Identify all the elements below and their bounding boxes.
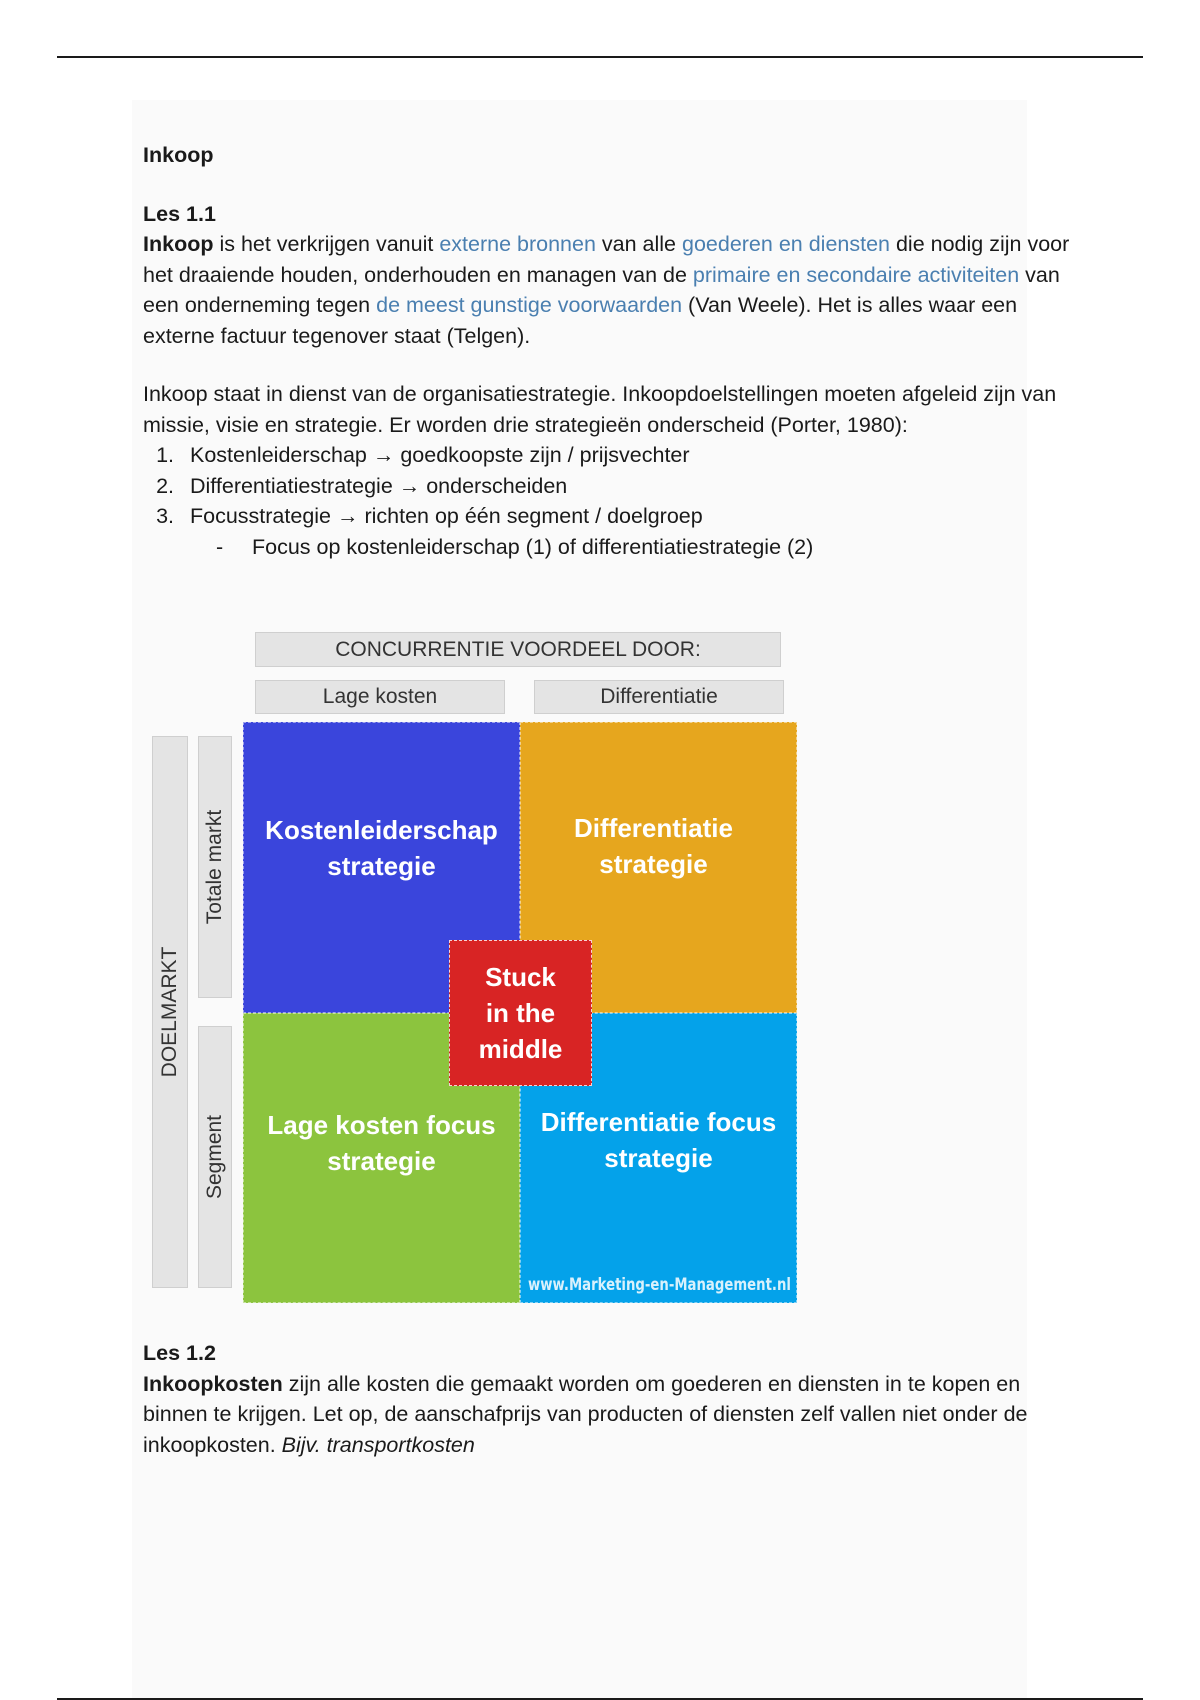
highlight-goederen-diensten: goederen en diensten <box>681 232 890 256</box>
section-heading-les-1-2: Les 1.2 <box>143 1341 216 1365</box>
quadrant-differentiatie: Differentiatie strategie <box>520 722 797 1013</box>
highlight-activiteiten: primaire en secondaire activiteiten <box>692 262 1020 287</box>
term-inkoop: Inkoop <box>143 232 214 256</box>
list-item: 1. Kostenleiderschap → goedkoopste zijn / prijsvechter <box>180 440 1073 471</box>
column-label-lage-kosten: Lage kosten <box>255 680 505 714</box>
section-heading-les-1-1: Les 1.1 <box>143 201 216 226</box>
highlight-voorwaarden: de meest gunstige voorwaarden <box>376 293 683 317</box>
highlight-externe-bronnen: externe bronnen <box>439 232 596 256</box>
quadrant-kostenleiderschap: Kostenleiderschap strategie <box>243 722 520 1013</box>
term-inkoopkosten: Inkoopkosten <box>143 1371 283 1396</box>
document-title: Inkoop <box>143 143 214 167</box>
column-label-differentiatie: Differentiatie <box>534 680 784 714</box>
row-group-doelmarkt <box>152 736 188 1288</box>
header-concurrentie: CONCURRENTIE VOORDEEL DOOR: <box>255 632 781 667</box>
list-item: 2. Differentiatiestrategie → onderscheiden <box>180 471 1073 502</box>
quadrant-lage-kosten-focus: Lage kosten focus strategie <box>243 1013 520 1303</box>
section-les-1-2 <box>143 1338 1073 1460</box>
label-segment: Segment <box>203 1114 226 1200</box>
row-segment <box>198 1026 232 1288</box>
sub-list-item: - Focus op kostenleiderschap (1) of differentiatiestrategie (2) <box>216 534 814 559</box>
stuck-in-the-middle-box: Stuck in the middle <box>449 940 592 1086</box>
list-item: 3. Focusstrategie → richten op één segment / doelgroep <box>180 501 1073 532</box>
inkoopkosten-paragraph: Inkoopkosten zijn alle kosten die gemaakt worden om goederen en diensten in te kopen en binnen te krijgen. Let op, de aanschafprijs van producten of diensten zelf vallen niet onder de inkoopkosten. Bijv. transportkosten <box>143 1371 1028 1457</box>
definition-paragraph: Inkoop is het verkrijgen vanuit externe bronnen van alle goederen en diensten die nodig zijn voor het draaiende houden, onderhouden en managen van de primaire en secondaire activiteiten van een onderneming tegen de meest gunstige voorwaarden (Van Weele). Het is alles waar een externe factuur tegenover staat (Telgen). <box>143 232 1070 348</box>
strategy-intro-paragraph: Inkoop staat in dienst van de organisatiestrategie. Inkoopdoelstellingen moeten afgeleid zijn van missie, visie en strategie. Er worden drie strategieën onderscheid (Porter, 1980): <box>143 382 1057 437</box>
porter-strategy-diagram <box>150 630 800 1310</box>
label-totale-markt: Totale markt <box>203 809 226 925</box>
document-body <box>143 140 1073 562</box>
header-rule <box>57 56 1143 58</box>
row-totale-markt <box>198 736 232 998</box>
quadrant-differentiatie-focus: Differentiatie focus strategie <box>520 1013 797 1303</box>
example-text: Bijv. transportkosten <box>281 1432 475 1457</box>
strategy-list <box>143 440 1073 532</box>
watermark-text: www.Marketing-en-Management.nl <box>528 1275 791 1295</box>
label-doelmarkt: DOELMARKT <box>158 946 181 1078</box>
